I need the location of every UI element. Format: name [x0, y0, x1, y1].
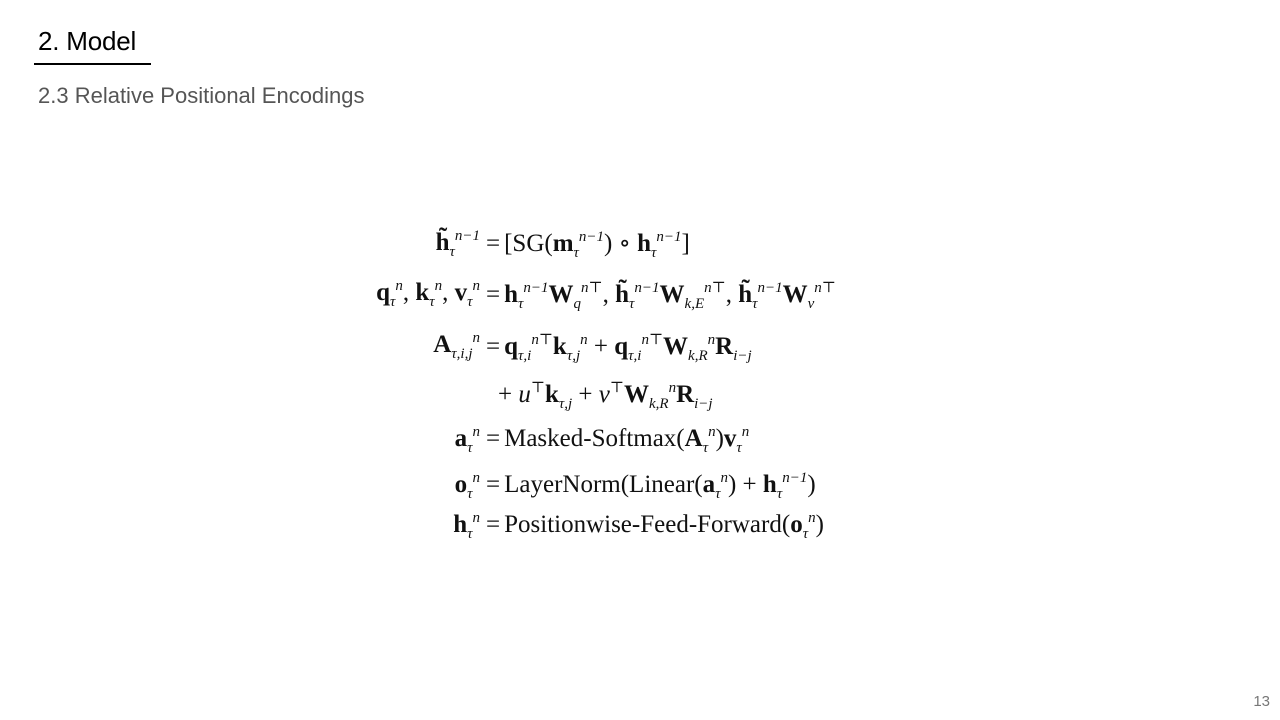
equation-lhs: $h_\tau^n$ — [453, 510, 480, 542]
title-underline — [34, 63, 151, 65]
equation-rhs: = $h_\tau^{n-1}W_q^{n⊤}$, $h̃_\tau^{n-1}W_{k,E}^{n⊤}$, $h̃_\tau^{n-1}W_v^{n⊤}$ — [486, 280, 836, 312]
subsection-title: 2.3 Relative Positional Encodings — [38, 83, 365, 108]
equation-row — [330, 378, 950, 418]
equation-row — [330, 470, 950, 510]
equation-row — [330, 330, 950, 370]
equation-row — [330, 228, 950, 268]
equation-lhs: $q_\tau^n$, $k_\tau^n$, $v_\tau^n$ — [376, 278, 480, 310]
equation-rhs: = $q_{\tau,i}^{n⊤}k_{\tau,j}^n + q_{\tau,i}^{n⊤}W_{k,R}^nR_{i-j}$ — [486, 332, 752, 364]
equation-row — [330, 424, 950, 464]
equation-lhs: $h̃_\tau^{n-1}$ — [435, 228, 480, 260]
equation-lhs: $a_\tau^n$ — [454, 424, 480, 456]
page-number: 13 — [1253, 693, 1270, 710]
equation-rhs: + $u^⊤k_{\tau,j} + v^⊤W_{k,R}^nR_{i-j}$ — [498, 380, 713, 412]
equation-row — [330, 510, 950, 550]
equation-rhs: = Masked-$Softmax(A_\tau^n)v_\tau^n$ — [486, 424, 750, 456]
section-title: 2. Model — [38, 26, 137, 56]
equation-rhs: = $LayerNorm(Linear(a_\tau^n) + h_\tau^{n-1})$ — [486, 470, 816, 502]
equation-rhs: = [$SG(m_\tau^{n-1})$ ∘ $h_\tau^{n-1}$] — [486, 229, 690, 261]
equation-lhs: $A_{\tau,i,j}^n$ — [433, 330, 480, 362]
equation-block — [330, 228, 950, 548]
equation-lhs: $o_\tau^n$ — [454, 470, 480, 502]
equation-rhs: = Positionwise-$Feed-Forward(o_\tau^n)$ — [486, 510, 824, 542]
equation-row — [330, 278, 950, 318]
